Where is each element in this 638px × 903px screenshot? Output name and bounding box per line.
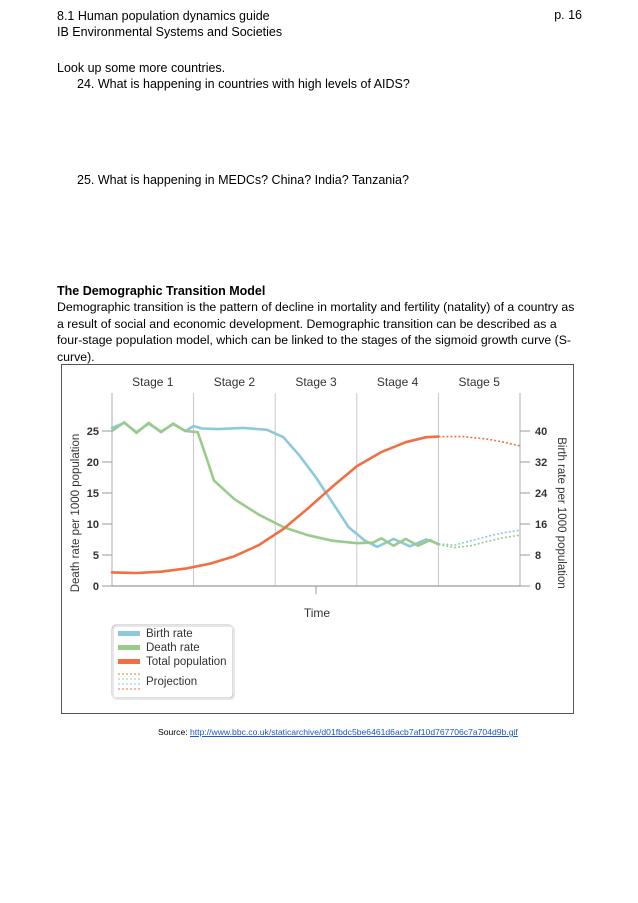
legend-swatch-birth bbox=[118, 631, 140, 636]
y-tick-label-left: 15 bbox=[86, 488, 99, 500]
chart-legend bbox=[112, 625, 234, 699]
y-tick-label-left: 20 bbox=[86, 457, 99, 469]
figure-source bbox=[158, 727, 518, 737]
source-label: Source: bbox=[158, 727, 188, 737]
y-tick-label-left: 10 bbox=[86, 519, 99, 531]
demographic-transition-chart bbox=[61, 364, 574, 714]
section-paragraph: Demographic transition is the pattern of decline in mortality and fertility (natality) of a country as a result of social and economic development. Demographic transition can be described as a four-stage population model, which can be linked to the stages of the sigmoid growth curve (S-curve). bbox=[57, 300, 575, 364]
series-projection-death bbox=[438, 535, 520, 547]
y-tick-label-right: 16 bbox=[535, 519, 548, 531]
y-tick-label-right: 24 bbox=[535, 488, 548, 500]
stage-label: Stage 1 bbox=[132, 375, 174, 389]
legend-label-death: Death rate bbox=[146, 642, 200, 654]
stage-label: Stage 5 bbox=[458, 375, 500, 389]
chart-svg bbox=[62, 365, 572, 712]
page-number: p. 16 bbox=[554, 8, 582, 22]
y-tick-label-right: 8 bbox=[535, 550, 542, 562]
legend-label-projection: Projection bbox=[146, 676, 198, 688]
y-tick-label-left: 25 bbox=[86, 426, 99, 438]
section-heading: The Demographic Transition Model bbox=[57, 284, 266, 298]
question-25: 25. What is happening in MEDCs? China? India? Tanzania? bbox=[77, 173, 409, 187]
series-projection-population bbox=[438, 437, 520, 446]
y-axis-label-right: Birth rate per 1000 population bbox=[555, 437, 567, 589]
y-tick-label-right: 0 bbox=[535, 581, 542, 593]
source-link[interactable]: http://www.bbc.co.uk/staticarchive/d01fbdc5be6461d6acb7af10d767706c7a704d9b.gif bbox=[190, 727, 518, 737]
question-24: 24. What is happening in countries with high levels of AIDS? bbox=[77, 77, 410, 91]
legend-swatch-population bbox=[118, 659, 140, 664]
stage-label: Stage 3 bbox=[295, 375, 337, 389]
y-tick-label-right: 40 bbox=[535, 426, 548, 438]
legend-swatch-death bbox=[118, 645, 140, 650]
document-subtitle: IB Environmental Systems and Societies bbox=[57, 25, 283, 39]
legend-label-population: Total population bbox=[146, 656, 227, 668]
y-tick-label-left: 5 bbox=[92, 550, 99, 562]
legend-label-birth: Birth rate bbox=[146, 628, 193, 640]
stage-label: Stage 2 bbox=[213, 375, 256, 389]
x-axis-label: Time bbox=[303, 606, 331, 620]
y-axis-label-left: Death rate per 1000 population bbox=[70, 433, 82, 593]
document-title: 8.1 Human population dynamics guide bbox=[57, 9, 270, 23]
y-tick-label-right: 32 bbox=[535, 457, 548, 469]
y-tick-label-left: 0 bbox=[92, 581, 99, 593]
stage-label: Stage 4 bbox=[376, 375, 419, 389]
intro-text: Look up some more countries. bbox=[57, 61, 226, 75]
